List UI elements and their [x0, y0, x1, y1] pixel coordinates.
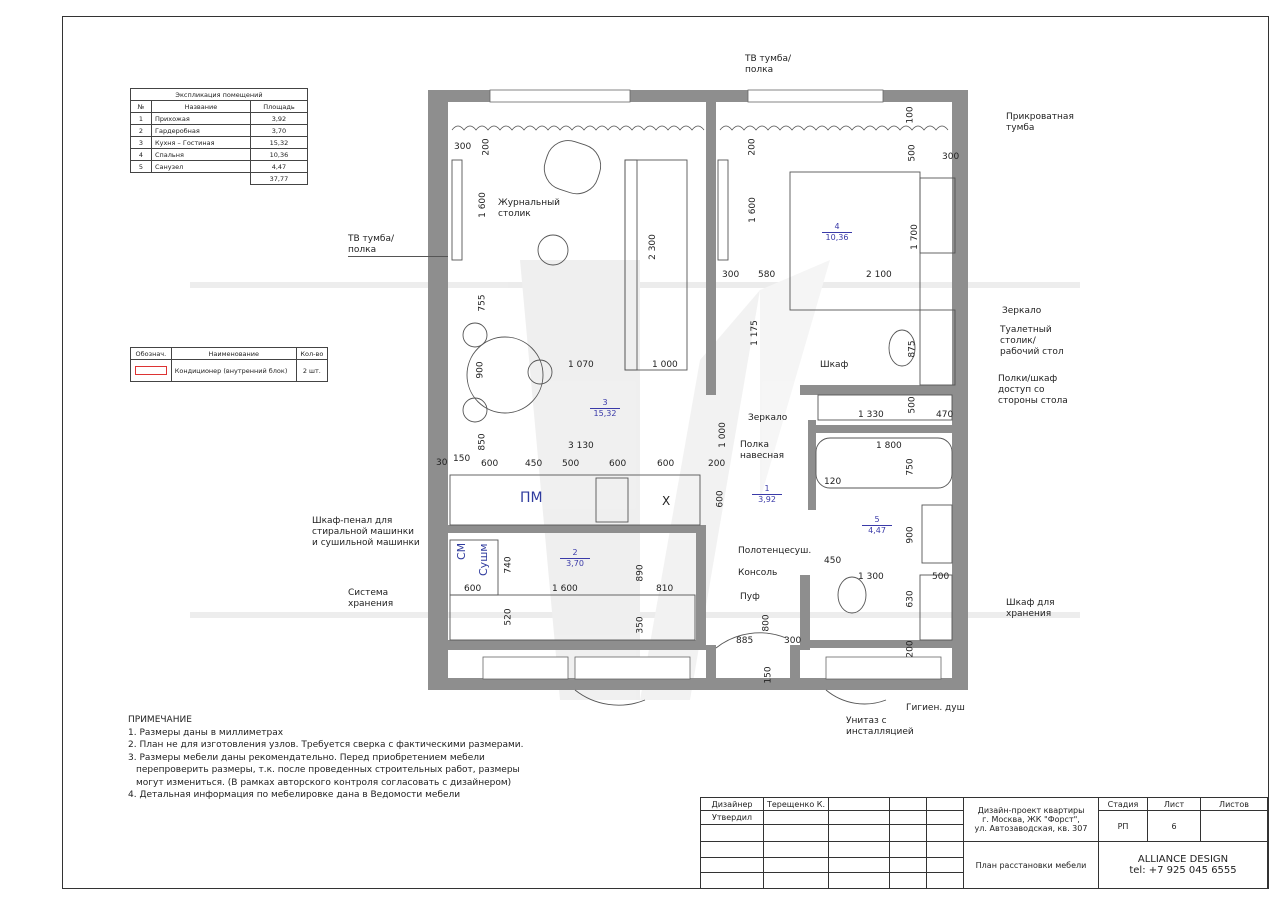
curtain-line — [720, 126, 948, 130]
dim: 1 600 — [747, 197, 758, 223]
note-line: 3. Размеры мебели даны рекомендательно. Перед приобретением мебели — [128, 752, 485, 763]
note-line: могут измениться. (В рамках авторского контроля согласовать с дизайнером) — [136, 777, 512, 788]
dim: 900 — [905, 526, 916, 544]
dim: 740 — [503, 556, 514, 574]
dim: 1 600 — [552, 584, 578, 594]
room-4-marker — [822, 222, 852, 243]
notes-block — [128, 714, 524, 802]
explication-title: Экспликация помещений — [131, 89, 308, 101]
dim: 3 130 — [568, 441, 594, 451]
storage-cabinet — [920, 575, 952, 640]
note-line: 4. Детальная информация по мебелировке дана в Ведомости мебели — [128, 790, 461, 800]
company-info: ALLIANCE DESIGN tel: +7 925 045 6555 — [1099, 842, 1268, 889]
sheet-title: План расстановки мебели — [964, 842, 1099, 889]
explication-header: Название — [152, 101, 251, 113]
dim: 900 — [475, 361, 486, 379]
label-storage-cabinet: Шкаф для хранения — [1006, 598, 1055, 619]
legend-qty: 2 шт. — [296, 360, 327, 382]
dim: 600 — [657, 459, 675, 469]
approved-label: Утвердил — [701, 811, 764, 824]
dim: 2 300 — [647, 234, 658, 260]
label-pencil-case: Шкаф-пенал для стиральной машинки и сушильной машинки — [312, 516, 420, 548]
table-cell: 3,70 — [250, 125, 307, 137]
table-cell: 3,92 — [250, 113, 307, 125]
dim: 470 — [936, 410, 954, 420]
stage-label: Стадия — [1099, 798, 1148, 811]
label-storage-system: Система хранения — [348, 588, 394, 609]
dim: 630 — [905, 590, 916, 608]
label-dressing-table: Туалетный столик/ рабочий стол — [1000, 325, 1064, 357]
table-cell: 2 — [131, 125, 152, 137]
dim: 500 — [562, 459, 580, 469]
table-cell: 1 — [131, 113, 152, 125]
dim: 600 — [609, 459, 627, 469]
x-mark: X — [662, 494, 671, 508]
sheet-value: 6 — [1148, 811, 1201, 842]
dim: 300 — [454, 142, 472, 152]
dressing-table — [920, 310, 955, 385]
dim: 300 — [784, 636, 802, 646]
dim: 885 — [736, 636, 754, 646]
tv-stand-right — [718, 160, 728, 260]
dim: 750 — [905, 458, 916, 476]
dim: 1 070 — [568, 360, 594, 370]
table-cell: Гардеробная — [152, 125, 251, 137]
title-block — [700, 797, 1268, 889]
room-area: 3,92 — [752, 494, 782, 505]
table-cell: 3 — [131, 137, 152, 149]
dim: 520 — [503, 608, 514, 626]
designer-label: Дизайнер — [701, 798, 764, 811]
dishwasher-mark: ПМ — [520, 490, 543, 506]
dim: 810 — [656, 584, 674, 594]
dim: 200 — [905, 640, 916, 658]
dim: 890 — [635, 564, 646, 582]
sheets-label: Листов — [1201, 798, 1268, 811]
room-number: 4 — [834, 222, 840, 231]
dim: 755 — [477, 294, 488, 312]
label-pouf: Пуф — [740, 592, 760, 602]
dim: 300 — [942, 152, 960, 162]
dim: 800 — [761, 614, 772, 632]
room-1-marker — [752, 484, 782, 505]
room-area: 3,70 — [560, 558, 590, 569]
legend-name: Кондиционер (внутренний блок) — [171, 360, 296, 382]
label-tv-left: ТВ тумба/ полка — [348, 234, 448, 257]
label-bedside: Прикроватная тумба — [1006, 112, 1074, 133]
dim: 300 — [722, 270, 740, 280]
stage-value: РП — [1099, 811, 1148, 842]
washbasin — [922, 505, 952, 563]
room-5-marker — [862, 515, 892, 536]
table-cell: 10,36 — [250, 149, 307, 161]
label-towel-dryer: Полотенцесуш. — [738, 546, 812, 556]
table-cell: Спальня — [152, 149, 251, 161]
dim: 1 600 — [477, 192, 488, 218]
dim: 1 000 — [717, 422, 728, 448]
room-3-marker — [590, 398, 620, 419]
tv-stand-left — [452, 160, 462, 260]
label-hanging-shelf: Полка навесная — [740, 440, 785, 461]
dim: 100 — [905, 106, 916, 124]
explication-header: № — [131, 101, 152, 113]
dim: 600 — [464, 584, 482, 594]
explication-header: Площадь — [250, 101, 307, 113]
dim: 850 — [477, 433, 488, 451]
table-cell: 15,32 — [250, 137, 307, 149]
dim: 1 000 — [652, 360, 678, 370]
dim: 2 100 — [866, 270, 892, 280]
table-cell: 5 — [131, 161, 152, 173]
washer-mark: СМ — [455, 542, 468, 560]
legend-header: Кол-во — [296, 348, 327, 360]
dim: 580 — [758, 270, 776, 280]
legend-header: Наименование — [171, 348, 296, 360]
table-cell: 4 — [131, 149, 152, 161]
label-shelf: Полки/шкаф доступ со стороны стола — [998, 374, 1068, 406]
table-cell: Кухня – Гостиная — [152, 137, 251, 149]
label-mirror-hall: Зеркало — [748, 413, 788, 423]
dim: 500 — [907, 144, 918, 162]
dryer-mark: Сушм — [477, 543, 490, 576]
explication-total: 37,77 — [250, 173, 307, 185]
dim: 1 330 — [858, 410, 884, 420]
dim: 200 — [481, 138, 492, 156]
room-number: 2 — [572, 548, 578, 557]
room-2-marker — [560, 548, 590, 569]
dim: 150 — [453, 454, 471, 464]
sheet-label: Лист — [1148, 798, 1201, 811]
room-number: 3 — [602, 398, 608, 407]
label-wardrobe: Шкаф — [820, 360, 849, 370]
dim: 200 — [708, 459, 726, 469]
dim: 1 175 — [749, 320, 760, 346]
note-line: 1. Размеры даны в миллиметрах — [128, 727, 284, 738]
label-hygienic-shower: Гигиен. душ — [906, 703, 965, 713]
curtain-line — [452, 126, 704, 130]
notes-heading: ПРИМЕЧАНИЕ — [128, 715, 192, 725]
label-console: Консоль — [738, 568, 778, 578]
note-line: 2. План не для изготовления узлов. Требуется сверка с фактическими размерами. — [128, 740, 524, 750]
label-coffee-table: Журнальный столик — [498, 198, 561, 219]
dim: 875 — [907, 340, 918, 358]
room-area: 10,36 — [822, 232, 852, 243]
room-area: 4,47 — [862, 525, 892, 536]
designer-name: Терещенко К. — [764, 798, 829, 811]
dim: 500 — [907, 396, 918, 414]
table-cell: Прихожая — [152, 113, 251, 125]
dim: 450 — [824, 556, 842, 566]
label-toilet: Унитаз с инсталляцией — [846, 716, 914, 737]
dim: 500 — [932, 572, 950, 582]
dim: 1 700 — [909, 224, 920, 250]
watermark-logo — [190, 260, 1080, 700]
table-cell: Санузел — [152, 161, 251, 173]
room-number: 1 — [764, 484, 770, 493]
label-tv-top: ТВ тумба/ полка — [745, 54, 791, 75]
table-cell: 4,47 — [250, 161, 307, 173]
armchair — [539, 135, 607, 200]
dim: 450 — [525, 459, 543, 469]
dim: 150 — [763, 666, 774, 684]
dim: 30 — [436, 458, 448, 468]
dim: 200 — [747, 138, 758, 156]
label-mirror-bedroom: Зеркало — [1002, 306, 1042, 316]
dim: 1 800 — [876, 441, 902, 451]
room-area: 15,32 — [590, 408, 620, 419]
project-address: Дизайн-проект квартиры г. Москва, ЖК "Форст", ул. Автозаводская, кв. 307 — [964, 798, 1099, 842]
dim: 120 — [824, 477, 842, 487]
dim: 1 300 — [858, 572, 884, 582]
dim: 600 — [715, 490, 726, 508]
note-line: перепроверить размеры, т.к. после проведенных строительных работ, размеры — [136, 765, 520, 775]
dim: 600 — [481, 459, 499, 469]
room-number: 5 — [874, 515, 880, 524]
legend-header: Обознач. — [131, 348, 172, 360]
dim: 350 — [635, 616, 646, 634]
wardrobe — [818, 395, 952, 420]
toilet — [838, 577, 866, 613]
